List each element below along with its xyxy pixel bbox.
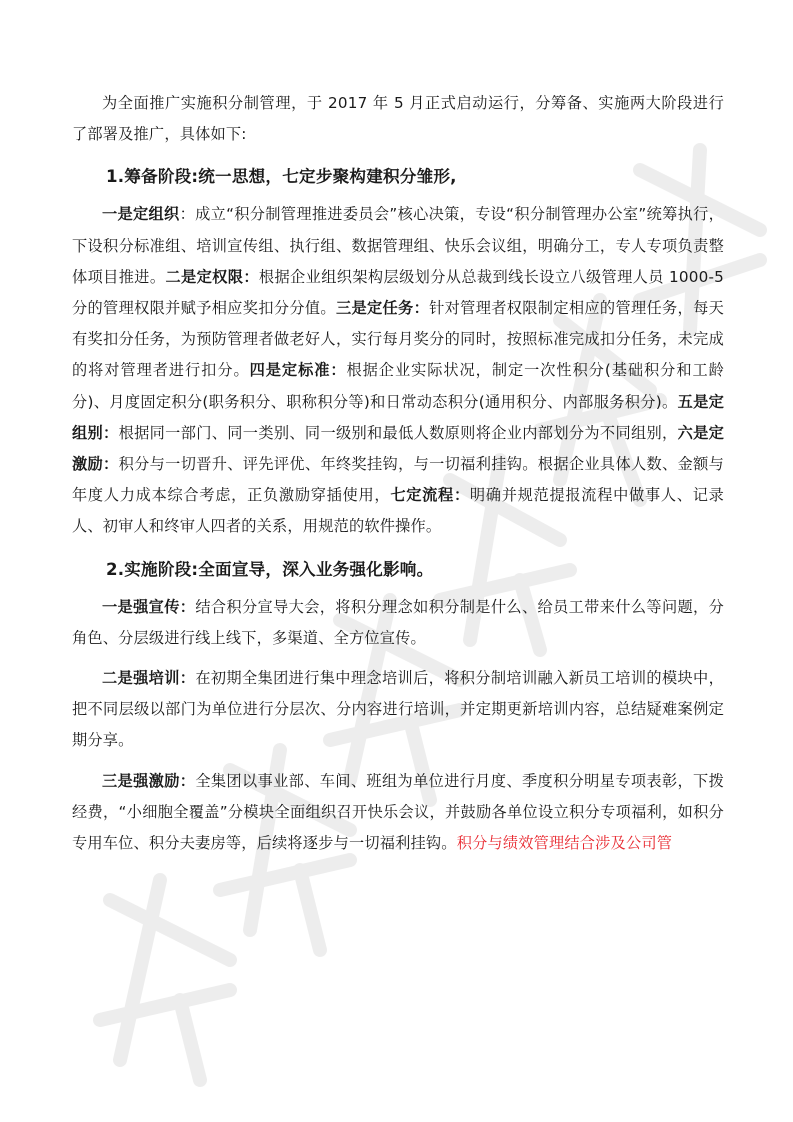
item-label-5: 五是定组别： <box>72 392 724 442</box>
item-label-3: 三是定任务： <box>335 299 430 318</box>
section1-paragraph: 一是定组织：成立“积分制管理推进委员会”核心决策，专设“积分制管理办公室”统筹执行，下设积分标准组、培训宣传组、执行组、数据管理组、快乐会议组，明确分工，专人专项负责整体项目推进。二是定权限：根据企业组织架构层级划分从总裁到线长设立八级管理人员 1000-5 分的管理权限并赋予相应奖扣分分值。三是定任务：针对管理者权限制定相应的管理任务，每天有奖扣分任务，为预防管理者做老好人，实行每月奖分的同时，按照标准完成扣分任务，未完成的将对管理者进行扣分。四是定标准：根据企业实际状况，制定一次性积分(基础积分和工龄分)、月度固定积分(职务积分、职称积分等)和日常动态积分(通用积分、内部服务积分)。五是定组别：根据同一部门、同一类别、同一级别和最低人数原则将企业内部划分为不同组别，六是定激励：积分与一切晋升、评先评优、年终奖挂钩，与一切福利挂钩。根据企业具体人数、金额与年度人力成本综合考虑，正负激励穿插使用，七定流程：明确并规范提报流程中做事人、记录人、初审人和终审人四者的关系，用规范的软件操作。 <box>72 205 725 536</box>
item-label-propaganda: 一是强宣传： <box>102 597 196 616</box>
item-label-4: 四是定标准： <box>249 361 347 380</box>
section-heading-1: 1.筹备阶段:统一思想，七定步聚构建积分雏形, <box>106 167 457 187</box>
section2-paragraph-1: 一是强宣传：结合积分宣导大会，将积分理念如积分制是什么、给员工带来什么等问题，分角色、分层级进行线上线下，多渠道、全方位宣传。 <box>72 597 724 647</box>
highlighted-text: 积分与绩效管理结合涉及公司管 <box>456 834 673 853</box>
item-label-7: 七定流程： <box>390 486 470 505</box>
item-label-incentive: 三是强激励： <box>102 771 196 790</box>
document-body <box>72 88 724 868</box>
section2-paragraph-2: 二是强培训：在初期全集团进行集中理念培训后，将积分制培训融入新员工培训的模块中，把不同层级以部门为单位进行分层次、分内容进行培训，并定期更新培训内容，总结疑难案例定期分享。 <box>72 669 724 750</box>
item-label-training: 二是强培训： <box>102 669 196 688</box>
item-label-2: 二是定权限： <box>165 267 259 286</box>
item-label-6: 六是定激励： <box>72 423 725 474</box>
item-label-1: 一是定组织 <box>102 205 180 224</box>
section2-paragraph-3: 三是强激励：全集团以事业部、车间、班组为单位进行月度、季度积分明星专项表彰，下拨经费，“小细胞全覆盖”分模块全面组织召开快乐会议，并鼓励各单位设立积分专项福利，如积分专用车位、积分夫妻房等，后续将逐步与一切福利挂钩。积分与绩效管理结合涉及公司管 <box>72 771 724 853</box>
intro-paragraph: 为全面推广实施积分制管理，于 2017 年 5 月正式启动运行，分筹备、实施两大阶段进行了部署及推广，具体如下: <box>72 94 724 144</box>
section-heading-2: 2.实施阶段:全面宣导，深入业务强化影响。 <box>106 559 434 579</box>
